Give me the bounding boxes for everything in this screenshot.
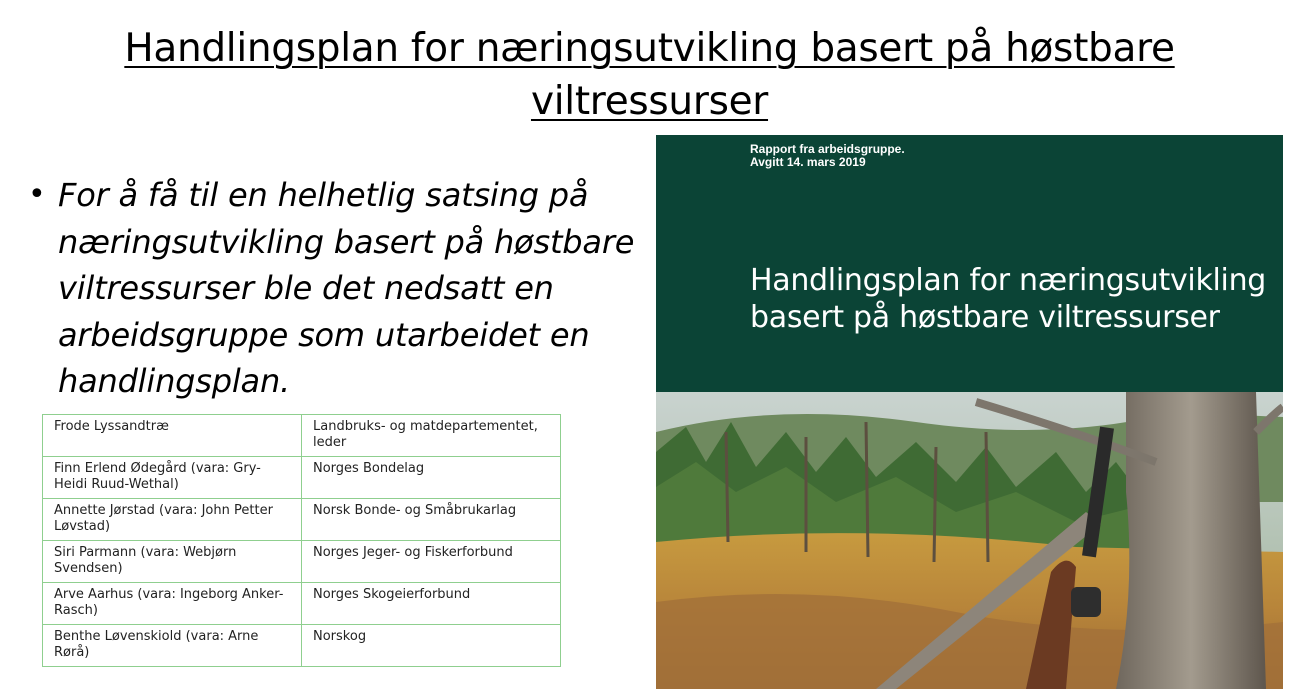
member-organization: Norskog: [302, 625, 561, 667]
member-name: Benthe Løvenskiold (vara: Arne Rørå): [43, 625, 302, 667]
member-name: Frode Lyssandtræ: [43, 415, 302, 457]
table-row: [43, 415, 561, 457]
table-row: [43, 583, 561, 625]
cover-header: [656, 135, 1283, 392]
table-row: [43, 457, 561, 499]
table-row: [43, 625, 561, 667]
member-name: Arve Aarhus (vara: Ingeborg Anker-Rasch): [43, 583, 302, 625]
members-table: [42, 414, 561, 667]
member-organization: Norsk Bonde- og Småbrukarlag: [302, 499, 561, 541]
forest-rifle-photo-icon: [656, 392, 1283, 689]
cover-report-date: Avgitt 14. mars 2019: [750, 155, 866, 169]
bullet-text: For å få til en helhetlig satsing på næringsutvikling basert på høstbare viltressurser ble det nedsatt en arbeidsgruppe som utarbeidet en handlingsplan.: [58, 176, 635, 400]
slide-title: Handlingsplan for næringsutvikling basert på høstbare viltressurser: [124, 26, 1175, 124]
member-name: Annette Jørstad (vara: John Petter Løvstad): [43, 499, 302, 541]
member-organization: Norges Skogeierforbund: [302, 583, 561, 625]
cover-title: Handlingsplan for næringsutvikling basert på høstbare viltressurser: [750, 263, 1267, 335]
cover-report-info: [750, 143, 905, 169]
table-row: [43, 541, 561, 583]
table-row: [43, 499, 561, 541]
bullet-point: [28, 172, 640, 405]
bullet-marker: •: [28, 177, 46, 212]
report-cover-image: [656, 135, 1283, 689]
cover-report-line: Rapport fra arbeidsgruppe.: [750, 142, 905, 156]
member-name: Finn Erlend Ødegård (vara: Gry-Heidi Ruud-Wethal): [43, 457, 302, 499]
member-name: Siri Parmann (vara: Webjørn Svendsen): [43, 541, 302, 583]
member-organization: Norges Bondelag: [302, 457, 561, 499]
member-organization: Landbruks- og matdepartementet, leder: [302, 415, 561, 457]
member-organization: Norges Jeger- og Fiskerforbund: [302, 541, 561, 583]
